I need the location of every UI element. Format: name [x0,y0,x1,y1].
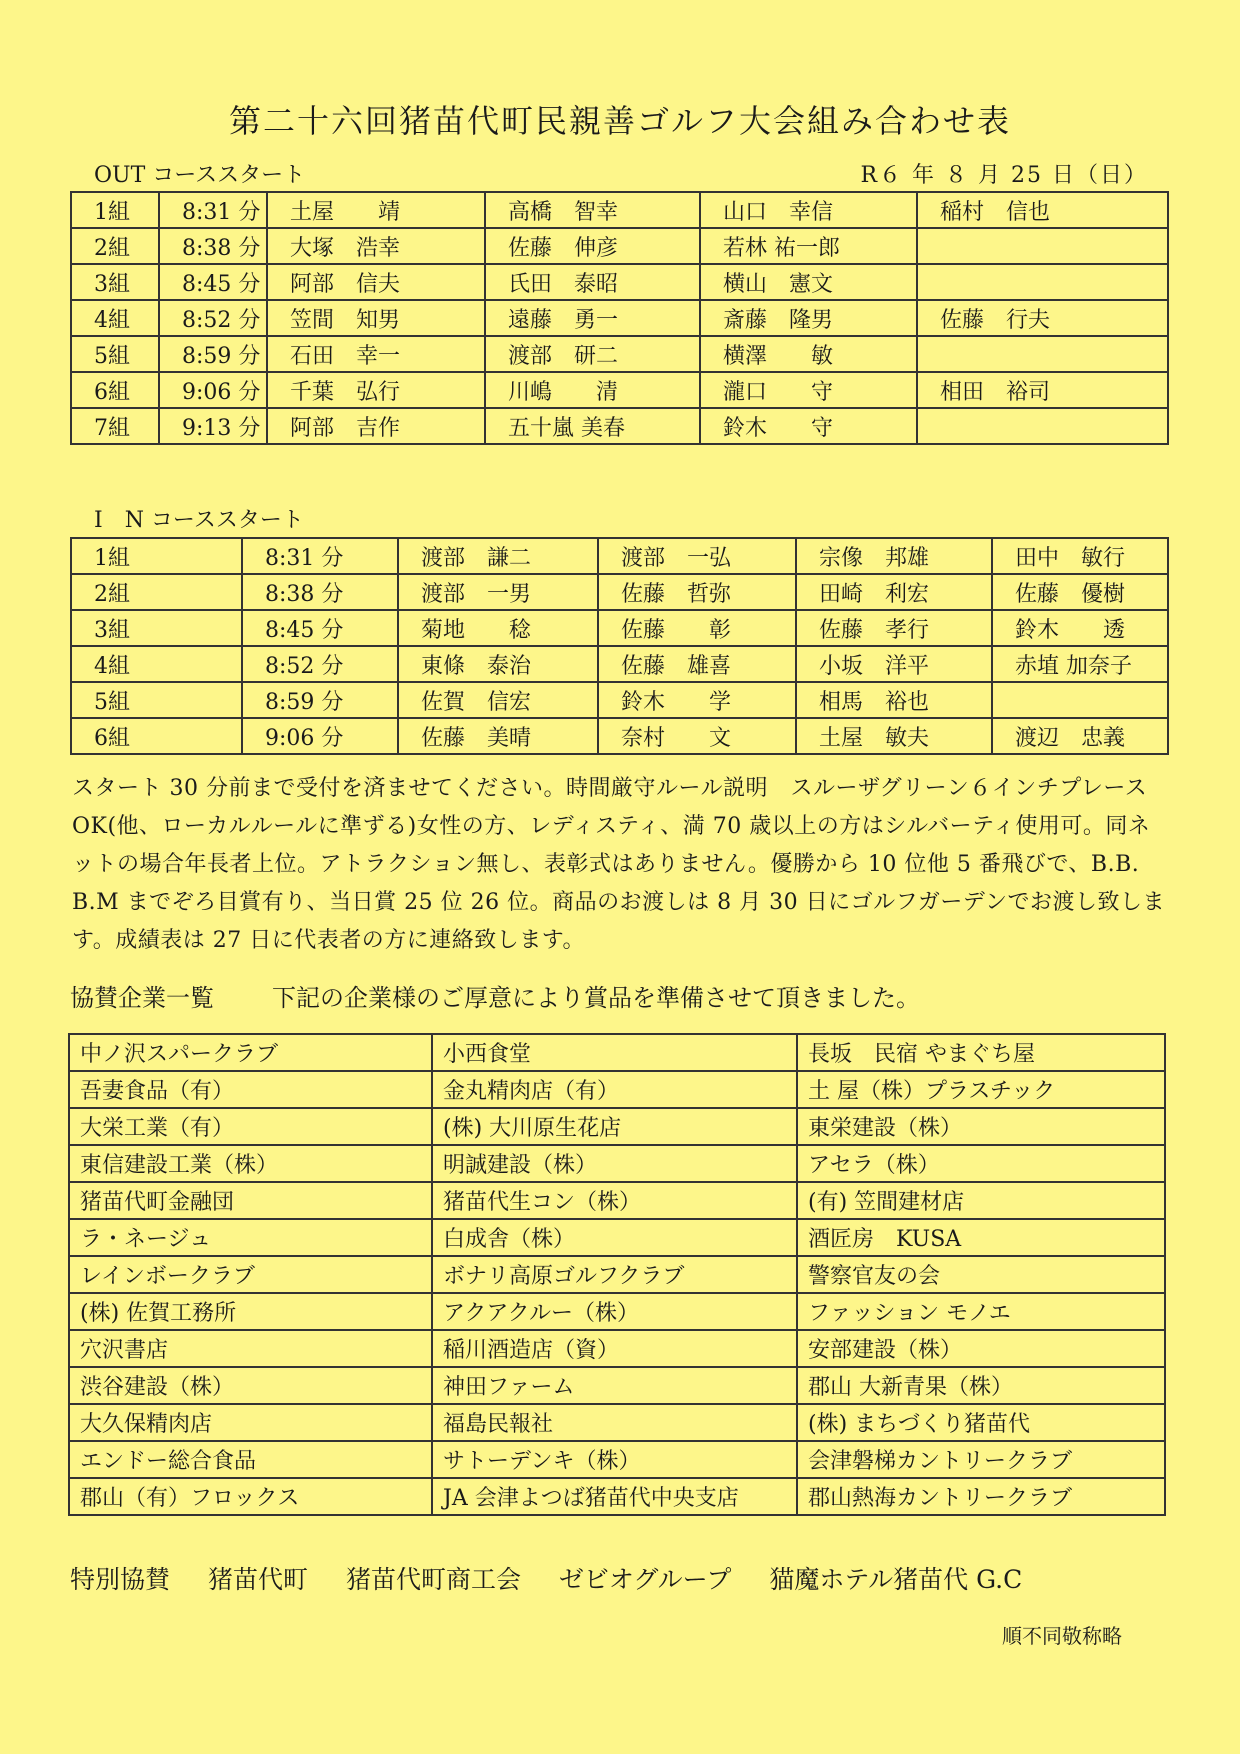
out-group-row-cell: 相田 裕司 [917,372,1168,408]
sponsor-row-cell: 酒匠房 KUSA [797,1219,1165,1256]
in-group-row-cell: 菊地 稔 [398,610,598,646]
in-pairings-table [70,537,1169,755]
out-group-row [71,228,1168,264]
in-group-row-cell: 鈴木 透 [992,610,1168,646]
out-group-row-cell: 石田 幸一 [267,336,485,372]
special-sponsor-item: ゼビオグループ [558,1565,732,1594]
sponsor-row-cell: 郡山熱海カントリークラブ [797,1478,1165,1515]
out-group-row-cell [917,408,1168,444]
sponsor-row-cell: 東信建設工業（株） [69,1145,432,1182]
out-group-row-cell: 稲村 信也 [917,192,1168,228]
in-group-row-cell: 佐藤 美晴 [398,718,598,754]
out-group-row [71,264,1168,300]
out-group-row-cell: 鈴木 守 [700,408,917,444]
sponsor-row-cell: 東栄建設（株） [797,1108,1165,1145]
in-group-row-cell: 4組 [71,646,242,682]
in-group-row-cell: 佐藤 哲弥 [598,574,796,610]
out-pairings-table [70,191,1169,445]
out-group-row-cell: 大塚 浩幸 [267,228,485,264]
sponsor-row-cell: アクアクルー（株） [432,1293,797,1330]
page-title: 第二十六回猪苗代町民親善ゴルフ大会組み合わせ表 [228,102,1011,140]
in-group-row-cell: 6組 [71,718,242,754]
sponsor-row-cell: 稲川酒造店（資） [432,1330,797,1367]
event-date: R６ 年 ８ 月 25 日（日） [860,163,1148,188]
in-group-row-cell: 渡辺 忠義 [992,718,1168,754]
sponsor-row [69,1219,1165,1256]
sponsor-row-cell: (株) まちづくり猪苗代 [797,1404,1165,1441]
out-group-row-cell: 1組 [71,192,159,228]
out-group-row-cell: 8:59 分 [159,336,267,372]
out-group-row-cell: 瀧口 守 [700,372,917,408]
sponsor-row-cell: (有) 笠間建材店 [797,1182,1165,1219]
sponsor-table [68,1033,1166,1516]
in-group-row-cell: 佐藤 彰 [598,610,796,646]
sponsor-row-cell: 警察官友の会 [797,1256,1165,1293]
out-group-row [71,372,1168,408]
out-group-row-cell [917,336,1168,372]
in-group-row-cell: 奈村 文 [598,718,796,754]
sponsor-heading [70,978,1180,1013]
sponsor-row-cell: ラ・ネージュ [69,1219,432,1256]
in-group-row-cell: 鈴木 学 [598,682,796,718]
in-group-row-cell: 小坂 洋平 [796,646,992,682]
out-course-label: OUT コーススタート [94,163,306,188]
sponsor-row-cell: 吾妻食品（有） [69,1071,432,1108]
sponsor-row-cell: サトーデンキ（株） [432,1441,797,1478]
out-group-row-cell: 佐藤 行夫 [917,300,1168,336]
sponsor-row-cell: 福島民報社 [432,1404,797,1441]
sponsor-row-cell: 大久保精肉店 [69,1404,432,1441]
sponsor-row [69,1256,1165,1293]
sponsor-row-cell: (株) 大川原生花店 [432,1108,797,1145]
in-group-row-cell: 田崎 利宏 [796,574,992,610]
in-group-row-cell: 8:45 分 [242,610,398,646]
out-group-row-cell [917,228,1168,264]
out-group-row-cell: 8:52 分 [159,300,267,336]
in-group-row [71,574,1168,610]
out-group-row-cell: 8:31 分 [159,192,267,228]
in-group-row-cell: 3組 [71,610,242,646]
sponsor-row-cell: 穴沢書店 [69,1330,432,1367]
special-sponsor-item: 猫魔ホテル猪苗代 G.C [769,1565,1023,1594]
sponsor-row-cell: 中ノ沢スパークラブ [69,1034,432,1071]
out-group-row-cell [917,264,1168,300]
in-group-row-cell: 佐藤 孝行 [796,610,992,646]
sponsor-row-cell: 明誠建設（株） [432,1145,797,1182]
rules-notes: スタート 30 分前まで受付を済ませてください。時間厳守ルール説明 スルーザグリーン６インチプレース OK(他、ローカルルールに準ずる)女性の方、レディスティ、満 70 歳以上の方はシルバーティ使用可。同ネットの場合年長者上位。アトラクション無し、表彰式はありません。優勝から 10 位他 5 番飛びで、B.B. B.M までぞろ目賞有り、当日賞 25 位 26 位。商品のお渡しは 8 月 30 日にゴルフガーデンでお渡し致します。成績表は 27 日に代表者の方に連絡致します。 [72,776,1165,953]
out-group-row-cell: 3組 [71,264,159,300]
special-sponsors [70,1560,1052,1596]
in-group-row-cell: 渡部 謙二 [398,538,598,574]
honorifics-note: 順不同敬称略 [1002,1624,1122,1648]
in-group-row-cell: 渡部 一男 [398,574,598,610]
sponsor-row [69,1145,1165,1182]
sponsor-row-cell: JA 会津よつば猪苗代中央支店 [432,1478,797,1515]
sponsor-row-cell: 郡山（有）フロックス [69,1478,432,1515]
sponsor-row [69,1034,1165,1071]
out-group-row-cell: 佐藤 伸彦 [485,228,700,264]
in-group-row-cell: 8:38 分 [242,574,398,610]
sponsor-row [69,1182,1165,1219]
sponsor-row-cell: ボナリ高原ゴルフクラブ [432,1256,797,1293]
in-group-row-cell: 宗像 邦雄 [796,538,992,574]
out-group-row-cell: 8:45 分 [159,264,267,300]
in-group-row-cell: 5組 [71,682,242,718]
out-group-row-cell: 8:38 分 [159,228,267,264]
out-group-row [71,300,1168,336]
sponsor-row-cell: 安部建設（株） [797,1330,1165,1367]
out-group-row [71,408,1168,444]
out-group-row-cell: 5組 [71,336,159,372]
special-sponsors-label: 特別協賛 [70,1565,171,1594]
sponsor-subtitle: 下記の企業様のご厚意により賞品を準備させて頂きました。 [272,984,920,1012]
out-group-row-cell: 横澤 敏 [700,336,917,372]
out-group-row-cell: 千葉 弘行 [267,372,485,408]
sponsor-row-cell: 小西食堂 [432,1034,797,1071]
sponsor-row [69,1404,1165,1441]
sponsor-row-cell: 大栄工業（有） [69,1108,432,1145]
in-group-row [71,646,1168,682]
out-group-row-cell: 川嶋 清 [485,372,700,408]
in-course-label: I N コーススタート [94,508,304,533]
out-group-row-cell: 渡部 研二 [485,336,700,372]
in-group-row-cell: 佐賀 信宏 [398,682,598,718]
out-group-row-cell: 斎藤 隆男 [700,300,917,336]
out-group-row-cell: 9:13 分 [159,408,267,444]
in-group-row [71,610,1168,646]
out-group-row-cell: 土屋 靖 [267,192,485,228]
out-group-row-cell: 遠藤 勇一 [485,300,700,336]
out-group-row-cell: 五十嵐 美春 [485,408,700,444]
sponsor-row-cell: 土 屋（株）プラスチック [797,1071,1165,1108]
sponsor-row-cell: エンドー総合食品 [69,1441,432,1478]
in-group-row-cell: 8:52 分 [242,646,398,682]
sponsor-row-cell: 渋谷建設（株） [69,1367,432,1404]
sponsor-row-cell: 郡山 大新青果（株） [797,1367,1165,1404]
sponsor-row-cell: 金丸精肉店（有） [432,1071,797,1108]
in-group-row-cell: 佐藤 雄喜 [598,646,796,682]
out-group-row-cell: 2組 [71,228,159,264]
out-group-row-cell: 笠間 知男 [267,300,485,336]
sponsor-row-cell: アセラ（株） [797,1145,1165,1182]
out-group-row-cell: 7組 [71,408,159,444]
sponsor-row-cell: (株) 佐賀工務所 [69,1293,432,1330]
in-group-row [71,682,1168,718]
out-group-row-cell: 若林 祐一郎 [700,228,917,264]
sponsor-row [69,1071,1165,1108]
out-group-row-cell: 山口 幸信 [700,192,917,228]
out-group-row-cell: 横山 憲文 [700,264,917,300]
sponsor-row [69,1478,1165,1515]
in-group-row-cell: 土屋 敏夫 [796,718,992,754]
sponsor-row [69,1441,1165,1478]
out-group-row-cell: 氏田 泰昭 [485,264,700,300]
sponsor-row-cell: 猪苗代町金融団 [69,1182,432,1219]
sponsor-row [69,1330,1165,1367]
in-group-row-cell: 相馬 裕也 [796,682,992,718]
in-group-row-cell: 赤埴 加奈子 [992,646,1168,682]
sponsor-row-cell: 会津磐梯カントリークラブ [797,1441,1165,1478]
sponsor-row [69,1293,1165,1330]
sponsor-row-cell: 猪苗代生コン（株） [432,1182,797,1219]
in-group-row-cell: 8:59 分 [242,682,398,718]
sponsor-title: 協賛企業一覧 [70,984,214,1012]
in-group-row-cell: 佐藤 優樹 [992,574,1168,610]
special-sponsor-item: 猪苗代町商工会 [345,1565,521,1594]
in-group-row-cell: 1組 [71,538,242,574]
out-group-row-cell: 4組 [71,300,159,336]
out-group-row-cell: 6組 [71,372,159,408]
in-group-row-cell: 東條 泰治 [398,646,598,682]
in-group-row-cell: 渡部 一弘 [598,538,796,574]
sponsor-row-cell: 神田ファーム [432,1367,797,1404]
sponsor-row-cell: 長坂 民宿 やまぐち屋 [797,1034,1165,1071]
out-group-row [71,336,1168,372]
in-group-row-cell [992,682,1168,718]
out-group-row-cell: 高橋 智幸 [485,192,700,228]
in-group-row-cell: 田中 敏行 [992,538,1168,574]
out-group-row-cell: 9:06 分 [159,372,267,408]
in-group-row [71,538,1168,574]
out-group-row [71,192,1168,228]
sponsor-row-cell: レインボークラブ [69,1256,432,1293]
in-group-row-cell: 2組 [71,574,242,610]
sponsor-row-cell: 白成舎（株） [432,1219,797,1256]
special-sponsor-item: 猪苗代町 [207,1565,308,1594]
in-group-row-cell: 8:31 分 [242,538,398,574]
in-group-row [71,718,1168,754]
out-group-row-cell: 阿部 信夫 [267,264,485,300]
out-group-row-cell: 阿部 吉作 [267,408,485,444]
sponsor-row [69,1367,1165,1404]
in-group-row-cell: 9:06 分 [242,718,398,754]
sponsor-row [69,1108,1165,1145]
sponsor-row-cell: ファッション モノエ [797,1293,1165,1330]
